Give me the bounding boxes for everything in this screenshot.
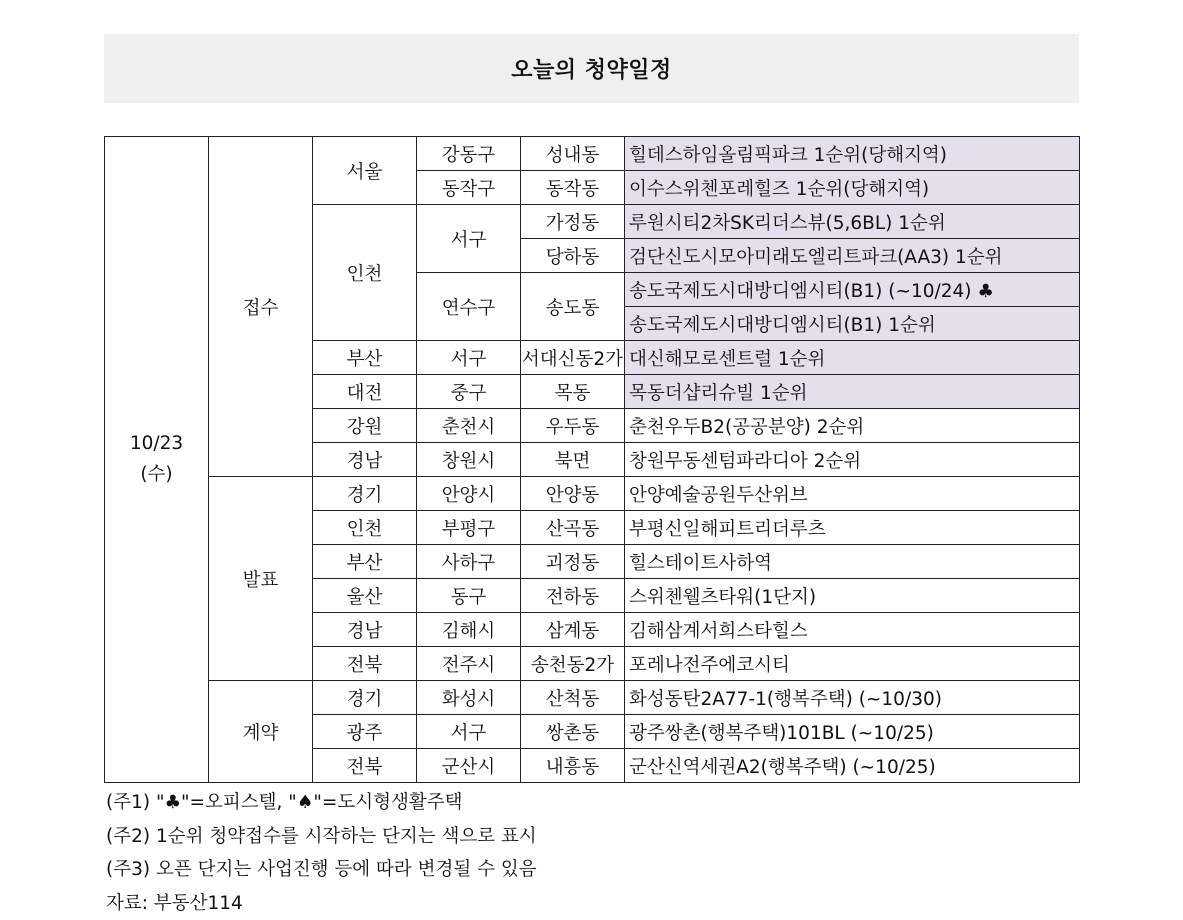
- dong-cell: 우두동: [521, 409, 625, 443]
- footnote-2: (주2) 1순위 청약접수를 시작하는 단지는 색으로 표시: [106, 820, 537, 854]
- dong-cell: 삼계동: [521, 613, 625, 647]
- category-cell: 계약: [209, 681, 313, 783]
- dong-cell: 송도동: [521, 273, 625, 341]
- dong-cell: 북면: [521, 443, 625, 477]
- district-cell: 부평구: [417, 511, 521, 545]
- dong-cell: 내흥동: [521, 749, 625, 783]
- region-cell: 울산: [313, 579, 417, 613]
- complex-name-cell: 포레나전주에코시티: [625, 647, 1080, 681]
- district-cell: 동구: [417, 579, 521, 613]
- dong-cell: 성내동: [521, 137, 625, 171]
- footnote-3: (주3) 오픈 단지는 사업진행 등에 따라 변경될 수 있음: [106, 853, 537, 887]
- complex-name-cell: 송도국제도시대방디엠시티(B1) (~10/24) ♣: [625, 273, 1080, 307]
- footnotes: [106, 786, 537, 920]
- dong-cell: 당하동: [521, 239, 625, 273]
- dong-cell: 쌍촌동: [521, 715, 625, 749]
- date-weekday: (수): [105, 460, 208, 486]
- region-cell: 부산: [313, 341, 417, 375]
- complex-name-cell: 군산신역세권A2(행복주택) (~10/25): [625, 749, 1080, 783]
- complex-name-cell: 검단신도시모아미래도엘리트파크(AA3) 1순위: [625, 239, 1080, 273]
- complex-name-cell: 광주쌍촌(행복주택)101BL (~10/25): [625, 715, 1080, 749]
- complex-name-cell: 안양예술공원두산위브: [625, 477, 1080, 511]
- region-cell: 강원: [313, 409, 417, 443]
- district-cell: 연수구: [417, 273, 521, 341]
- district-cell: 서구: [417, 205, 521, 273]
- district-cell: 동작구: [417, 171, 521, 205]
- complex-name-cell: 김해삼계서희스타힐스: [625, 613, 1080, 647]
- title-banner: [104, 34, 1079, 103]
- district-cell: 창원시: [417, 443, 521, 477]
- district-cell: 사하구: [417, 545, 521, 579]
- complex-name-cell: 힐스테이트사하역: [625, 545, 1080, 579]
- complex-name-cell: 힐데스하임올림픽파크 1순위(당해지역): [625, 137, 1080, 171]
- region-cell: 광주: [313, 715, 417, 749]
- table-row: [105, 477, 1080, 511]
- date-cell: [105, 137, 209, 783]
- complex-name-cell: 이수스위첸포레힐즈 1순위(당해지역): [625, 171, 1080, 205]
- complex-name-cell: 목동더샵리슈빌 1순위: [625, 375, 1080, 409]
- region-cell: 전북: [313, 647, 417, 681]
- table-row: [105, 137, 1080, 171]
- district-cell: 춘천시: [417, 409, 521, 443]
- region-cell: 서울: [313, 137, 417, 205]
- schedule-body: [105, 137, 1080, 783]
- dong-cell: 안양동: [521, 477, 625, 511]
- complex-name-cell: 송도국제도시대방디엠시티(B1) 1순위: [625, 307, 1080, 341]
- region-cell: 인천: [313, 511, 417, 545]
- footnote-1: (주1) "♣"=오피스텔, "♠"=도시형생활주택: [106, 786, 537, 820]
- source-note: 자료: 부동산114: [106, 887, 537, 920]
- table-row: [105, 681, 1080, 715]
- category-cell: 접수: [209, 137, 313, 477]
- subscription-schedule-table: [104, 136, 1080, 783]
- region-cell: 경남: [313, 443, 417, 477]
- district-cell: 전주시: [417, 647, 521, 681]
- date-day: 10/23: [105, 433, 208, 454]
- page-title: 오늘의 청약일정: [511, 53, 671, 84]
- district-cell: 중구: [417, 375, 521, 409]
- complex-name-cell: 대신해모로센트럴 1순위: [625, 341, 1080, 375]
- complex-name-cell: 스위첸웰츠타워(1단지): [625, 579, 1080, 613]
- district-cell: 서구: [417, 715, 521, 749]
- complex-name-cell: 창원무동센텀파라디아 2순위: [625, 443, 1080, 477]
- dong-cell: 괴정동: [521, 545, 625, 579]
- region-cell: 경기: [313, 477, 417, 511]
- dong-cell: 서대신동2가: [521, 341, 625, 375]
- complex-name-cell: 춘천우두B2(공공분양) 2순위: [625, 409, 1080, 443]
- complex-name-cell: 화성동탄2A77-1(행복주택) (~10/30): [625, 681, 1080, 715]
- dong-cell: 가정동: [521, 205, 625, 239]
- district-cell: 서구: [417, 341, 521, 375]
- region-cell: 인천: [313, 205, 417, 341]
- district-cell: 안양시: [417, 477, 521, 511]
- complex-name-cell: 루원시티2차SK리더스뷰(5,6BL) 1순위: [625, 205, 1080, 239]
- region-cell: 전북: [313, 749, 417, 783]
- region-cell: 경남: [313, 613, 417, 647]
- dong-cell: 산척동: [521, 681, 625, 715]
- district-cell: 김해시: [417, 613, 521, 647]
- region-cell: 부산: [313, 545, 417, 579]
- dong-cell: 송천동2가: [521, 647, 625, 681]
- category-cell: 발표: [209, 477, 313, 681]
- region-cell: 대전: [313, 375, 417, 409]
- district-cell: 강동구: [417, 137, 521, 171]
- dong-cell: 산곡동: [521, 511, 625, 545]
- district-cell: 군산시: [417, 749, 521, 783]
- district-cell: 화성시: [417, 681, 521, 715]
- dong-cell: 동작동: [521, 171, 625, 205]
- dong-cell: 목동: [521, 375, 625, 409]
- dong-cell: 전하동: [521, 579, 625, 613]
- complex-name-cell: 부평신일해피트리더루츠: [625, 511, 1080, 545]
- region-cell: 경기: [313, 681, 417, 715]
